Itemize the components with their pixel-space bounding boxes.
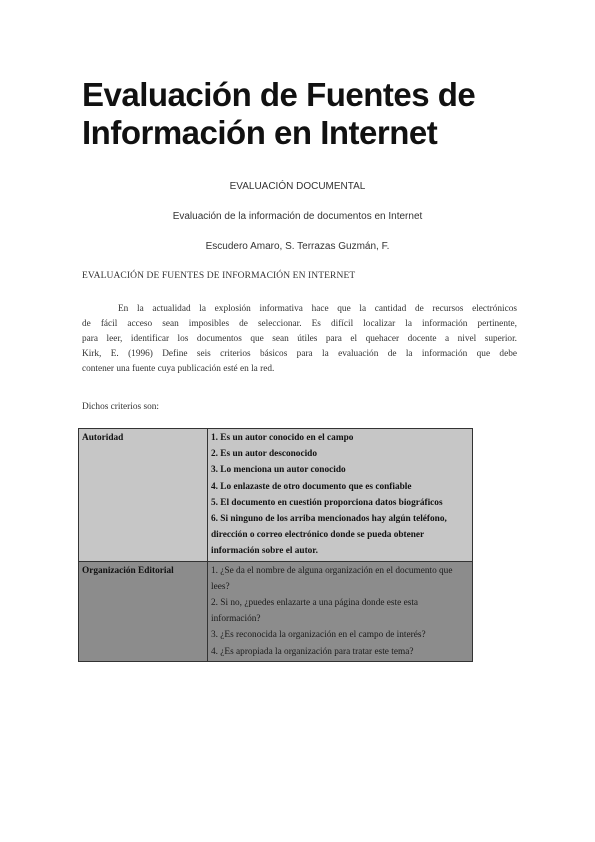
paragraph-line: Kirk, E. (1996) Define seis criterios básicos para la evaluación de la información que debe bbox=[82, 349, 517, 359]
paragraph-line: para leer, identificar los documentos que sean útiles para el quehacer docente a nivel superior. bbox=[82, 334, 517, 344]
criteria-item: 4. Lo enlazaste de otro documento que es confiable bbox=[211, 481, 412, 492]
criteria-item: 1. Es un autor conocido en el campo bbox=[211, 433, 354, 443]
criteria-item: 3. ¿Es reconocida la organización en el campo de interés? bbox=[211, 630, 426, 641]
section-heading: EVALUACIÓN DE FUENTES DE INFORMACIÓN EN INTERNET bbox=[82, 271, 356, 281]
criteria-table bbox=[78, 428, 473, 662]
document-authors: Escudero Amaro, S. Terrazas Guzmán, F. bbox=[205, 241, 390, 252]
document-title bbox=[82, 76, 522, 152]
paragraph-line: En la actualidad la explosión informativa hace que la cantidad de recursos electrónicos bbox=[118, 304, 517, 314]
criteria-intro: Dichos criterios son: bbox=[82, 402, 159, 412]
criteria-label-organizacion: Organización Editorial bbox=[79, 561, 208, 661]
criteria-label-autoridad: Autoridad bbox=[79, 429, 208, 562]
criteria-item: 2. Es un autor desconocido bbox=[211, 449, 317, 460]
criteria-item: 2. Si no, ¿puedes enlazarte a una página donde este esta información? bbox=[211, 598, 419, 625]
criteria-item: 1. ¿Se da el nombre de alguna organización en el documento que lees? bbox=[211, 565, 453, 592]
criteria-item: 3. Lo menciona un autor conocido bbox=[211, 465, 346, 476]
table-row-organizacion bbox=[79, 561, 473, 661]
title-line-2: Información en Internet bbox=[82, 114, 438, 151]
section-label: EVALUACIÓN DOCUMENTAL bbox=[229, 181, 366, 192]
criteria-items-organizacion bbox=[208, 561, 473, 661]
criteria-item: 5. El documento en cuestión proporciona datos biográficos bbox=[211, 497, 443, 508]
table-row-autoridad bbox=[79, 429, 473, 562]
paragraph-line: contener una fuente cuya publicación esté en la red. bbox=[82, 364, 275, 374]
criteria-item: 6. Si ninguno de los arriba mencionados hay algún teléfono, dirección o correo electrónico donde se pueda obtener información sobre el autor. bbox=[211, 514, 447, 557]
criteria-items-autoridad bbox=[208, 429, 473, 562]
intro-paragraph bbox=[82, 302, 517, 377]
document-subtitle: Evaluación de la información de documentos en Internet bbox=[172, 211, 423, 222]
criteria-item: 4. ¿Es apropiada la organización para tratar este tema? bbox=[211, 646, 414, 657]
title-line-1: Evaluación de Fuentes de bbox=[82, 76, 476, 113]
paragraph-line: de fácil acceso sean imposibles de seleccionar. Es difícil localizar la información pertinente, bbox=[82, 319, 517, 329]
